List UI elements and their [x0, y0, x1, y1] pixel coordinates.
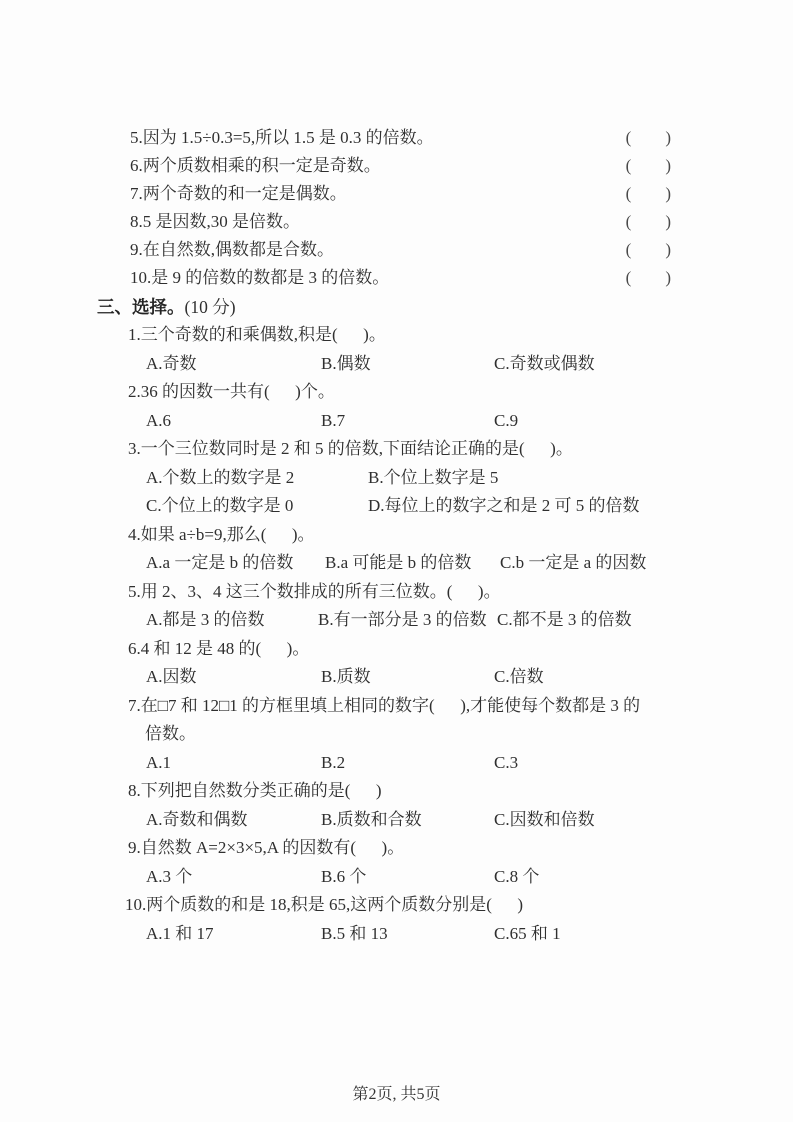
- options-row: [0, 464, 793, 493]
- truefalse-item: [0, 264, 793, 292]
- option-c: C.奇数或偶数: [494, 353, 595, 373]
- answer-bracket: ( ): [625, 184, 671, 203]
- options-row: [0, 663, 793, 692]
- truefalse-section: [0, 124, 793, 292]
- truefalse-item: [0, 124, 793, 152]
- section-score: (10 分): [184, 297, 236, 317]
- truefalse-item: [0, 208, 793, 236]
- option-b: B.有一部分是 3 的倍数: [318, 610, 487, 629]
- option-b: B.6 个: [321, 866, 367, 886]
- truefalse-text: 8.5 是因数,30 是倍数。: [130, 212, 300, 231]
- question-line: 1.三个奇数的和乘偶数,积是( )。: [128, 325, 386, 344]
- question-line-continuation: 倍数。: [145, 724, 196, 743]
- question-line: 5.用 2、3、4 这三个数排成的所有三位数。( )。: [128, 581, 501, 601]
- truefalse-item: [0, 152, 793, 180]
- question-line: 9.自然数 A=2×3×5,A 的因数有( )。: [128, 838, 405, 857]
- option-c: C.3: [494, 752, 519, 772]
- option-c: C.65 和 1: [494, 923, 561, 943]
- answer-bracket: ( ): [625, 128, 671, 147]
- option-c: C.8 个: [494, 866, 540, 886]
- question-line: 10.两个质数的和是 18,积是 65,这两个质数分别是( ): [125, 895, 524, 914]
- option-b: B.7: [321, 410, 346, 430]
- answer-bracket: ( ): [625, 212, 671, 231]
- options-row: [0, 492, 793, 521]
- section-header: [97, 294, 236, 320]
- option-c: C.9: [494, 410, 519, 430]
- option-b: B.质数和合数: [321, 809, 422, 829]
- option-c: C.因数和倍数: [494, 809, 595, 829]
- answer-bracket: ( ): [625, 240, 671, 259]
- option-b: B.质数: [321, 667, 371, 686]
- options-row: [0, 606, 793, 635]
- option-a: A.1: [146, 752, 172, 772]
- choice-section: [0, 321, 793, 948]
- option-a: A.6: [146, 410, 172, 430]
- truefalse-text: 9.在自然数,偶数都是合数。: [130, 240, 334, 259]
- truefalse-text: 6.两个质数相乘的积一定是奇数。: [130, 156, 381, 175]
- option-a: A.1 和 17: [146, 923, 214, 943]
- answer-bracket: ( ): [625, 268, 671, 287]
- option-d: D.每位上的数字之和是 2 可 5 的倍数: [368, 496, 640, 515]
- page-footer: 第2页, 共5页: [352, 1086, 441, 1103]
- option-c: C.倍数: [494, 667, 544, 686]
- option-a: A.都是 3 的倍数: [146, 610, 265, 629]
- options-row: [0, 806, 793, 835]
- option-a: A.a 一定是 b 的倍数: [146, 553, 294, 572]
- option-b: B.a 可能是 b 的倍数: [325, 553, 472, 572]
- question-line: 2.36 的因数一共有( )个。: [128, 382, 335, 401]
- options-row: [0, 749, 793, 778]
- option-c: C.b 一定是 a 的因数: [500, 553, 647, 572]
- options-row: [0, 407, 793, 436]
- truefalse-text: 10.是 9 的倍数的数都是 3 的倍数。: [130, 268, 390, 287]
- truefalse-text: 7.两个奇数的和一定是偶数。: [130, 184, 347, 203]
- option-a: A.3 个: [146, 866, 193, 886]
- question-line: 4.如果 a÷b=9,那么( )。: [128, 524, 315, 544]
- option-b: B.2: [321, 752, 346, 772]
- options-row: [0, 920, 793, 949]
- options-row: [0, 350, 793, 379]
- option-b: B.个位上数字是 5: [368, 467, 499, 487]
- section-title: 三、选择。: [97, 297, 185, 317]
- question-line: 6.4 和 12 是 48 的( )。: [128, 638, 310, 658]
- answer-bracket: ( ): [625, 156, 671, 175]
- option-c: C.都不是 3 的倍数: [497, 610, 632, 629]
- option-b: B.偶数: [321, 353, 371, 373]
- option-b: B.5 和 13: [321, 923, 388, 943]
- question-line: 7.在□7 和 12□1 的方框里填上相同的数字( ),才能使每个数都是 3 的: [128, 695, 641, 715]
- option-c: C.个位上的数字是 0: [146, 496, 294, 515]
- truefalse-text: 5.因为 1.5÷0.3=5,所以 1.5 是 0.3 的倍数。: [130, 128, 434, 147]
- option-a: A.奇数: [146, 353, 197, 373]
- options-row: [0, 549, 793, 578]
- option-a: A.因数: [146, 667, 197, 686]
- option-a: A.个数上的数字是 2: [146, 467, 295, 487]
- option-a: A.奇数和偶数: [146, 809, 248, 829]
- truefalse-item: [0, 236, 793, 264]
- question-line: 3.一个三位数同时是 2 和 5 的倍数,下面结论正确的是( )。: [128, 439, 573, 458]
- truefalse-item: [0, 180, 793, 208]
- options-row: [0, 863, 793, 892]
- question-line: 8.下列把自然数分类正确的是( ): [128, 781, 382, 800]
